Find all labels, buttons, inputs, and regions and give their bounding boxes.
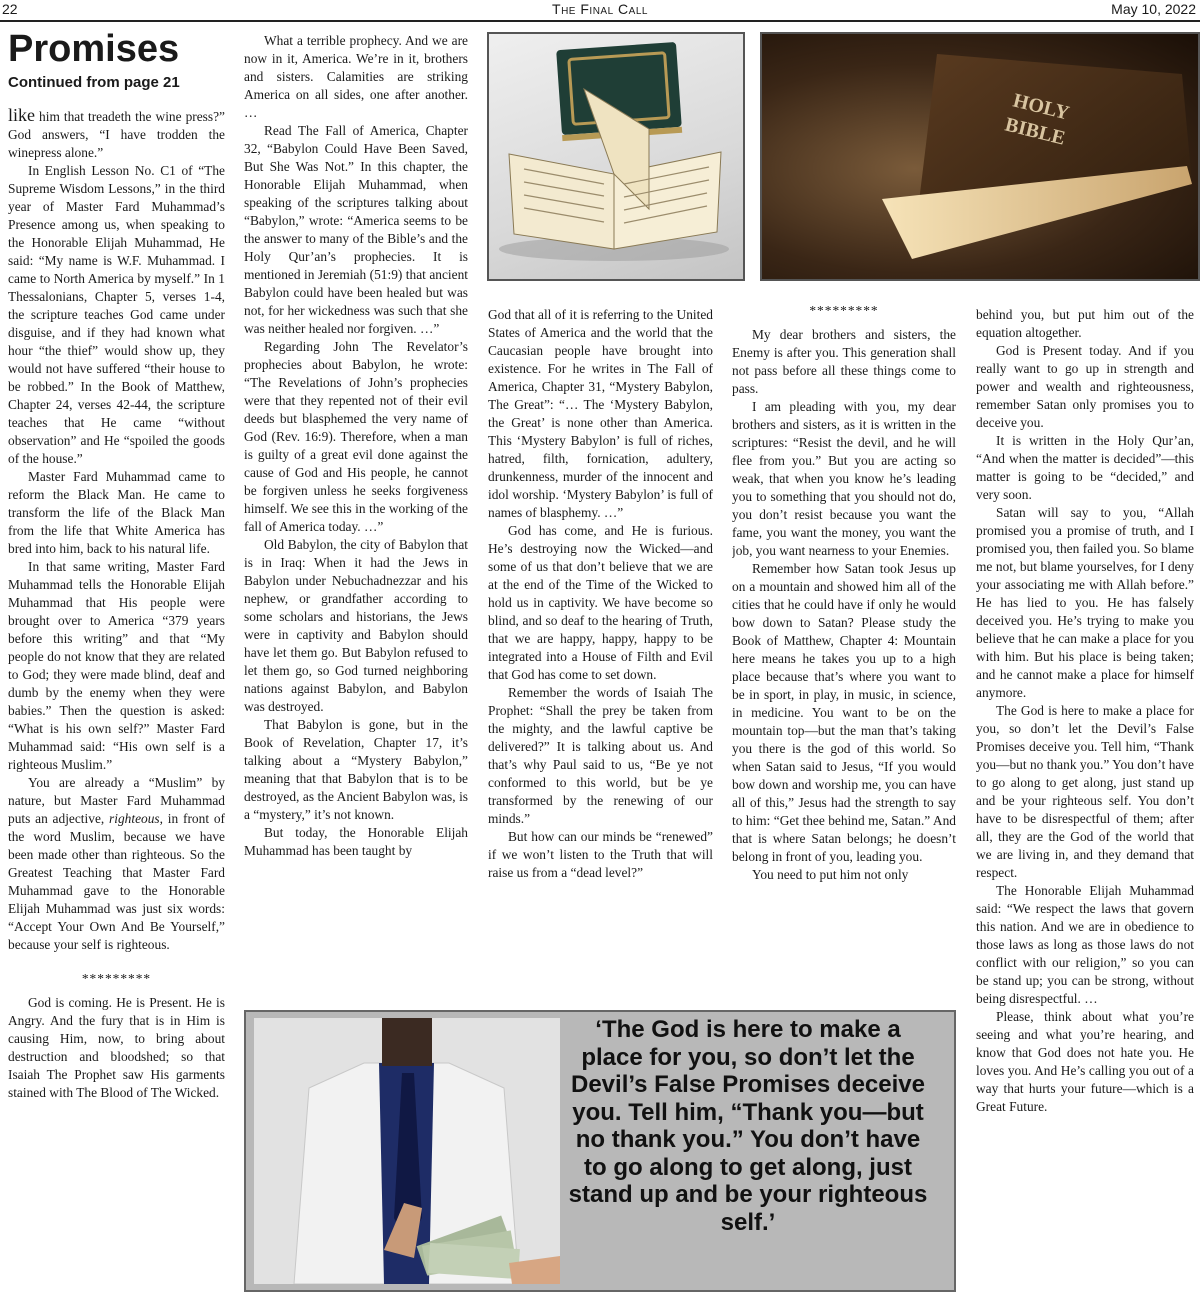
column-4 <box>732 302 956 1002</box>
col4-para-1: My dear brothers and sisters, the Enemy is after you. This generation shall not pass before all these things come to pass. <box>732 327 956 396</box>
col2-para-3: Regarding John The Revelator’s prophecies about Babylon, he wrote: “The Revelations of John’s prophecies were that they repented not of their evil deeds but blasphemed the very name of God (Rev. 16:9). Therefore, when a man is guilty of a great evil done against the cause of God and His people, he cannot be forgiven unless he seeks forgiveness himself. We see this in the working of the fall of America today. …” <box>244 339 468 534</box>
refusing-money-photo <box>254 1018 560 1284</box>
holy-bible-photo <box>760 32 1200 281</box>
article-title: Promises <box>8 28 180 70</box>
col1-para-1: In English Lesson No. C1 of “The Supreme Wisdom Lessons,” in the third year of Master Fard Muhammad’s Presence among us, when speaking to the Honorable Elijah Muhammad, He said: “My name is W.F. Muhammad. I came to North America by myself.” In 1 Thessalonians, Chapter 5, verses 1-4, the scripture teaches God came under disguise, and if they had known what hour “the thief” would show up, they would not have suffered “their house to be robbed.” In the Book of Matthew, Chapter 24, verses 42-44, the scripture teaches that He came “without observation” and He “spoiled the goods of the house.” <box>8 163 225 466</box>
col4-para-2: I am pleading with you, my dear brothers and sisters, as it is written in the scriptures: “Resist the devil, and he will flee from you.” But you are acting so weak, that when you know he’s leading you to something that you should not do, you don’t resist because you want the fame, you want the money, you want the job, you want nearness to your Enemies. <box>732 399 956 558</box>
continued-from: Continued from page 21 <box>8 74 180 91</box>
section-separator: ********* <box>809 303 879 318</box>
bible-illustration <box>762 34 1198 279</box>
publication-name: The Final Call <box>552 1 648 17</box>
col5-para-5: The Honorable Elijah Muhammad said: “We respect the laws that govern this nation. And we are in obedience to those laws as long as those laws do not conflict with our religion,” so you can be stand up; you can be strong, without being disrespectful. … <box>976 883 1194 1006</box>
col2-para-6: But today, the Honorable Elijah Muhammad has been taught by <box>244 825 468 858</box>
col4-para-4: You need to put him not only <box>752 867 909 882</box>
issue-date: May 10, 2022 <box>1111 1 1196 17</box>
col1-para-3: In that same writing, Master Fard Muhammad tells the Honorable Elijah Muhammad that His people were brought over to America “379 years before this writing” and that “My people do not know that they are related to God; they were made blind, deaf and dumb by the enemy when they were babies.” Then the question is asked: “What is his own self?” Master Fard Muhammad said: “His own self is a righteous Muslim.” <box>8 559 225 772</box>
col4-para-3: Remember how Satan took Jesus up on a mountain and showed him all of the cities that he could have if only he would bow down to Satan? Please study the Book of Matthew, Chapter 4: Mountain here means he takes you up to a high place because that’s where you want to be in sport, in play, in music, in science, in medicine. You want to be on the mountain top—but the man that’s taking you there is the god of this world. So when Satan said to Jesus, “If you would bow down and worship me, you can have all of this,” Jesus had the strength to say to him: “Get thee behind me, Satan.” And that is where Satan belongs; he doesn’t belong in front of you, leading you. <box>732 561 956 864</box>
page-number: 22 <box>2 1 18 17</box>
col1-para-5: God is coming. He is Present. He is Angry. And the fury that is in Him is causing Him, now, to bring about destruction and bloodshed; so that Isaiah The Prophet saw His garments stained with The Blood of The Wicked. <box>8 995 225 1100</box>
open-quran <box>499 89 729 261</box>
col3-para-1: God that all of it is referring to the United States of America and the world that the Caucasian people have brought into existence. For he writes in The Fall of America, Chapter 31, “Mystery Babylon, The Great”: “… The ‘Mystery Babylon, the Great’ is none other than America. This ‘Mystery Babylon’ is full of riches, hatred, filth, fornication, adultery, drunkenness, murder of the innocent and idol worship. ‘Mystery Babylon’ is full of names of blasphemy. …” <box>488 307 713 520</box>
col5-para-0: behind you, but put him out of the equation altogether. <box>976 307 1194 340</box>
bible-label-line1: HOLY <box>1010 89 1072 125</box>
col1-para-4 <box>8 774 225 954</box>
quran-illustration <box>489 34 743 279</box>
column-3 <box>488 306 713 1001</box>
col1-emphasis: righteous <box>109 811 160 826</box>
quran-photo <box>487 32 745 281</box>
col1-para-2: Master Fard Muhammad came to reform the Black Man. He came to transform the life of the Black Man from the life that White America has bred into him, back to his natural life. <box>8 469 225 556</box>
col1-para-0-text: him that treadeth the wine press?” God answers, “I have trodden the winepress alone.” <box>8 109 225 160</box>
col2-para-4: Old Babylon, the city of Babylon that is in Iraq: When it had the Jews in Babylon under Nebuchadnezzar and his nephew, or grandfather according to some scholars and historians, the Jews were in captivity and Babylon should have let them go. But Babylon refused to let them go, so God turned neighboring nations against Babylon, and Babylon was destroyed. <box>244 537 468 714</box>
section-separator: ********* <box>81 971 152 986</box>
col5-para-3: Satan will say to you, “Allah promised you a promise of truth, and I promised you, then failed you. So blame me not, but blame yourselves, for I deny your associating me with Allah before.” He has lied to you. He has falsely deceived you. He’s trying to make you believe that he can make a place for you with him. But his place is being taken; and he cannot make a place for himself anymore. <box>976 505 1194 700</box>
col3-para-3: Remember the words of Isaiah The Prophet: “Shall the prey be taken from the mighty, and the lawful captive be delivered?” It is talking about us. And that’s why Paul said to us, “Be ye not conformed to this world, but be ye transformed by the renewing of our minds.” <box>488 685 713 826</box>
column-5 <box>976 306 1194 1296</box>
neck <box>382 1018 432 1066</box>
col3-para-2: God has come, and He is furious. He’s destroying now the Wicked—and some of us that don’t believe that we are at the end of the Time of the Wicked to hold us in captivity. We have become so blind, and so deaf to the hearing of Truth, that we are happy, happy, happy to be integrated into a House of Filth and Evil that God has come to set down. <box>488 523 713 682</box>
pull-quote: ‘The God is here to make a place for you, so don’t let the Devil’s False Promises deceive you. Tell him, “Thank you—but no thank you.” You don’t have to go along to get along, just stand up and be your righteous self.’ <box>568 1016 928 1236</box>
col1-para-0 <box>8 106 225 162</box>
col3-para-4: But how can our minds be “renewed” if we won’t listen to the Truth that will raise us from a “dead level?” <box>488 829 713 880</box>
col2-para-2: Read The Fall of America, Chapter 32, “Babylon Could Have Been Saved, But She Was Not.” In this chapter, the Honorable Elijah Muhammad, when speaking of the scriptures talking about “Babylon,” wrote: “America seems to be the answer to many of the Bible’s and the Holy Qur’an’s prophecies. It is mentioned in Jeremiah (51:9) that ancient Babylon could have been healed but was not, for her wickedness was such that she was neither healed nor forgiven. …” <box>244 123 468 336</box>
col2-para-1: What a terrible prophecy. And we are now in it, America. We’re in it, brothers and sisters. Calamities are striking America on all sides, one after another. … <box>244 33 468 120</box>
col1-para-4a: You are already a “Muslim” by nature, but Master Fard Muhammad puts an adjective, <box>8 775 225 826</box>
col5-para-4: The God is here to make a place for you, so don’t let the Devil’s False Promises deceive you. Tell him, “Thank you—but no thank you.” You don’t have to go along to get along, just stand up and be your righteous self. You don’t have to be disrespectful of them; after all, they are the God of the world that we are living in, and they demand that respect. <box>976 703 1194 880</box>
col1-para-4b: , in front of the word Muslim, because we have been made other than righteous. So the Greatest Teaching that Master Fard Muhammad gave to the Honorable Elijah Muhammad was just six words: “Accept Your Own And Be Yourself,” because your self is righteous. <box>8 811 225 952</box>
col5-para-1: God is Present today. And if you really want to go up in strength and power and wealth and righteousness, remember Satan only promises you to deceive you. <box>976 343 1194 430</box>
refusing-money-illustration <box>254 1018 560 1284</box>
page-header <box>0 0 1200 22</box>
bible-label-line2: BIBLE <box>1002 113 1068 150</box>
column-1 <box>8 106 225 1296</box>
col2-para-5: That Babylon is gone, but in the Book of Revelation, Chapter 17, it’s talking about a “Mystery Babylon,” meaning that that Babylon that is to be destroyed, as the Ancient Babylon was, is a “mystery,” it’s not known. <box>244 717 468 822</box>
col1-lead-word: like <box>8 106 35 125</box>
col5-para-2: It is written in the Holy Qur’an, “And when the matter is decided”—this matter is going to be “decided,” and very soon. <box>976 433 1194 502</box>
col5-para-6: Please, think about what you’re seeing and what you’re hearing, and know that God does not hate you. He loves you. And He’s calling you out of a way that hurts your future—which is a Great Future. <box>976 1009 1194 1114</box>
